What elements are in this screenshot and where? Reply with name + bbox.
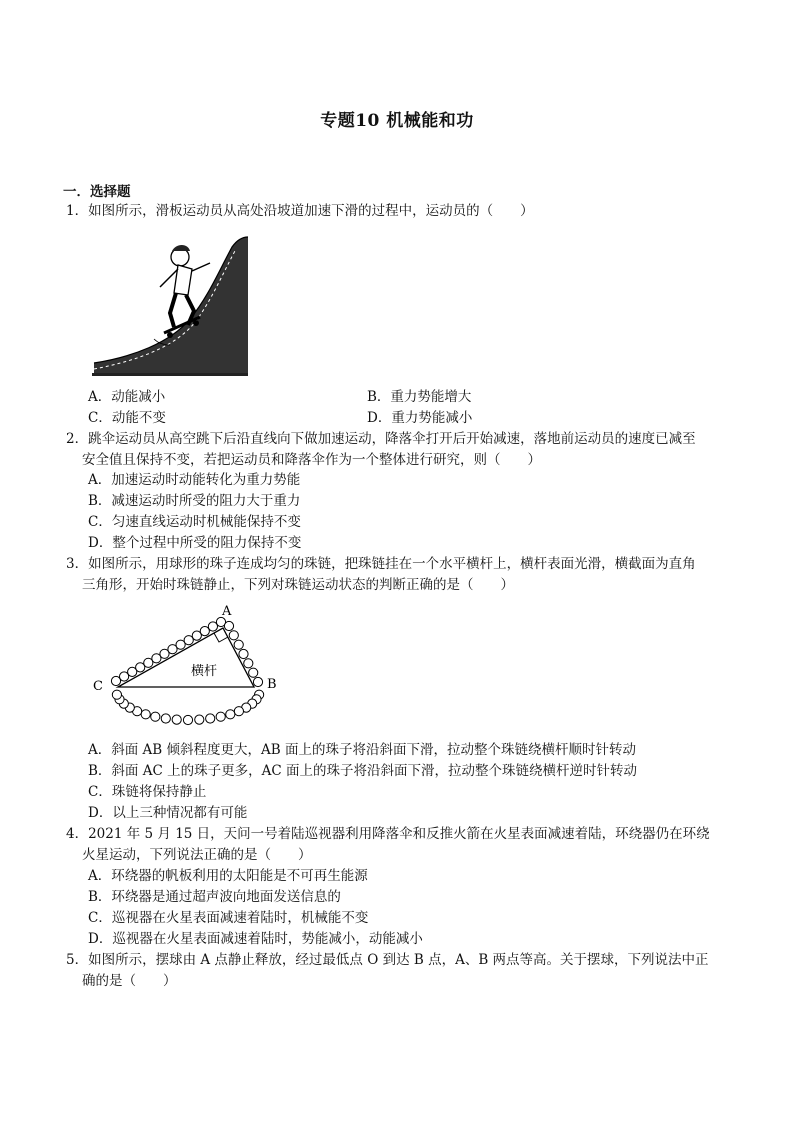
page-title: 专题10 机械能和功 bbox=[320, 111, 474, 131]
bead bbox=[234, 707, 243, 716]
question-3-stem-line1: 3．如图所示，用球形的珠子连成均匀的珠链，把珠链挂在一个水平横杆上，横杆表面光滑，横截面为直角 bbox=[66, 556, 696, 572]
question-4-option-c[interactable]: C．巡视器在火星表面减速着陆时，机械能不变 bbox=[88, 910, 369, 926]
question-3-option-b[interactable]: B．斜面 AC 上的珠子更多，AC 面上的珠子将沿斜面下滑，拉动整个珠链绕横杆逆时针转动 bbox=[88, 763, 637, 779]
question-4-option-a[interactable]: A．环绕器的帆板利用的太阳能是不可再生能源 bbox=[88, 868, 368, 884]
question-1-option-a[interactable]: A．动能减小 bbox=[88, 389, 166, 405]
bead bbox=[141, 710, 150, 719]
bead bbox=[224, 621, 233, 630]
bead-chain-figure bbox=[90, 602, 290, 732]
question-1-stem: 1．如图所示，滑板运动员从高处沿坡道加速下滑的过程中，运动员的（ ） bbox=[66, 203, 534, 219]
question-1 bbox=[66, 201, 736, 222]
label-crossbar: 横杆 bbox=[191, 664, 218, 679]
question-5-stem-line2: 确的是（ ） bbox=[82, 973, 177, 989]
question-4 bbox=[66, 824, 736, 866]
question-1-option-c[interactable]: C．动能不变 bbox=[88, 410, 166, 426]
bead bbox=[151, 712, 160, 721]
question-5 bbox=[66, 950, 736, 992]
bead bbox=[112, 690, 121, 699]
bead bbox=[249, 668, 258, 677]
bead bbox=[226, 710, 235, 719]
question-2-stem-line1: 2．跳伞运动员从高空跳下后沿直线向下做加速运动，降落伞打开后开始减速，落地前运动员的速度已减至 bbox=[66, 431, 696, 447]
bead bbox=[206, 714, 215, 723]
bead bbox=[195, 715, 204, 724]
question-3-option-c[interactable]: C．珠链将保持静止 bbox=[88, 784, 207, 800]
question-3-option-a[interactable]: A．斜面 AB 倾斜程度更大，AB 面上的珠子将沿斜面下滑，拉动整个珠链绕横杆顺时针转动 bbox=[88, 742, 636, 758]
question-4-stem-line1: 4．2021 年 5 月 15 日，天问一号着陆巡视器利用降落伞和反推火箭在火星表面减速着陆，环绕器仍在环绕 bbox=[66, 826, 710, 842]
question-2-option-c[interactable]: C．匀速直线运动时机械能保持不变 bbox=[88, 514, 301, 530]
question-2-option-b[interactable]: B．减速运动时所受的阻力大于重力 bbox=[88, 493, 301, 509]
question-1-option-b[interactable]: B．重力势能增大 bbox=[367, 389, 472, 405]
question-3-stem-line2: 三角形，开始时珠链静止，下列对珠链运动状态的判断正确的是（ ） bbox=[82, 577, 514, 593]
label-c: C bbox=[93, 679, 103, 694]
section-heading: 一．选择题 bbox=[63, 184, 131, 200]
bead bbox=[216, 712, 225, 721]
bead bbox=[234, 640, 243, 649]
question-3 bbox=[66, 554, 736, 596]
label-a: A bbox=[222, 604, 232, 619]
question-2-option-d[interactable]: D．整个过程中所受的阻力保持不变 bbox=[88, 535, 302, 551]
label-b: B bbox=[267, 677, 277, 692]
question-3-option-d[interactable]: D．以上三种情况都有可能 bbox=[88, 805, 248, 821]
bead bbox=[229, 631, 238, 640]
bead bbox=[244, 659, 253, 668]
bead bbox=[239, 649, 248, 658]
question-5-stem-line1: 5．如图所示，摆球由 A 点静止释放，经过最低点 O 到达 B 点，A、B 两点等高。关于摆球，下列说法中正 bbox=[66, 952, 709, 968]
question-4-stem-line2: 火星运动，下列说法正确的是（ ） bbox=[82, 847, 312, 863]
question-2 bbox=[66, 429, 736, 471]
bead bbox=[183, 715, 192, 724]
bead bbox=[172, 715, 181, 724]
bead bbox=[161, 714, 170, 723]
question-2-option-a[interactable]: A．加速运动时动能转化为重力势能 bbox=[88, 472, 301, 488]
question-4-option-d[interactable]: D．巡视器在火星表面减速着陆时，势能减小，动能减小 bbox=[88, 931, 423, 947]
question-1-option-d[interactable]: D．重力势能减小 bbox=[367, 410, 473, 426]
bead bbox=[253, 677, 262, 686]
skateboarder-figure bbox=[92, 235, 252, 377]
question-2-stem-line2: 安全值且保持不变，若把运动员和降落伞作为一个整体进行研究，则（ ） bbox=[82, 452, 541, 468]
question-4-option-b[interactable]: B．环绕器是通过超声波向地面发送信息的 bbox=[88, 889, 341, 905]
